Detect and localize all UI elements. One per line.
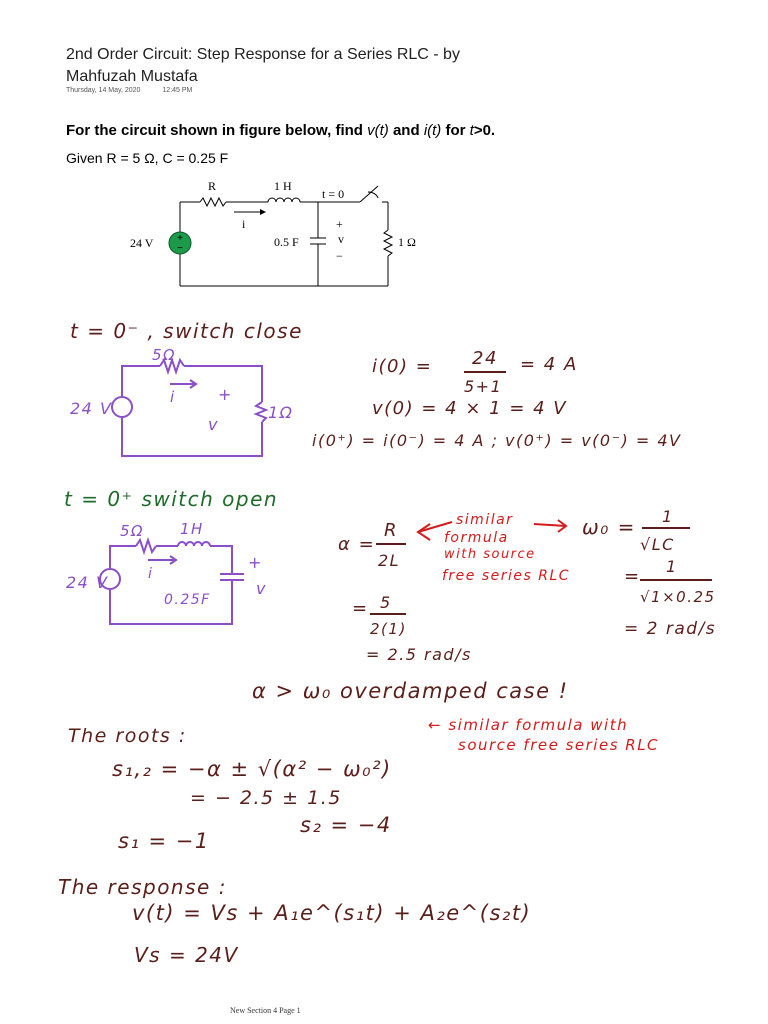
sketch-circuit-1 (112, 360, 266, 456)
s1-src-label: 24 V (70, 399, 113, 418)
w0-result: = 2 rad/s (624, 619, 717, 639)
s1-plus-label: + (218, 385, 233, 404)
v-symbol: v(t) (367, 122, 389, 139)
s1-r-label: 5Ω (152, 346, 177, 364)
cond-tail: >0. (473, 122, 496, 139)
problem-for: for (441, 122, 470, 139)
i-symbol: i(t) (423, 122, 442, 139)
roots-label: The roots : (68, 725, 187, 747)
w0-step-den: √1×0.25 (640, 588, 716, 606)
label-1ohm: 1 Ω (398, 235, 416, 249)
label-L: 1 H (274, 179, 292, 193)
roots-note-1: ← similar formula with (428, 716, 629, 734)
response-label: The response : (58, 875, 227, 899)
alpha-note-2: formula (444, 530, 509, 546)
roots-step: = − 2.5 ± 1.5 (190, 787, 342, 809)
alpha-note-4: free series RLC (442, 568, 571, 584)
time: 12:45 PM (162, 87, 193, 94)
s1-v-label: v (208, 415, 219, 434)
s2-value: s₂ = −4 (300, 813, 392, 837)
eq-i0-num: 24 (472, 348, 498, 369)
alpha-step-num: 5 (380, 593, 392, 612)
s2-src-label: 24 V (66, 573, 109, 592)
s2-r-label: 5Ω (120, 522, 145, 540)
alpha-num: R (384, 520, 399, 541)
title-line-2: Mahfuzah Mustafa (66, 68, 198, 85)
s1-res-label: 1Ω (268, 403, 294, 422)
s2-l-label: 1H (180, 520, 204, 538)
s2-cap-label: 0.25F (164, 592, 211, 608)
title-line-1: 2nd Order Circuit: Step Response for a Series RLC - by (66, 46, 460, 63)
overdamped-text: α > ω₀ overdamped case ! (252, 679, 569, 703)
page-footer: New Section 4 Page 1 (230, 1006, 301, 1015)
svg-text:+: + (177, 233, 183, 244)
problem-and: and (388, 122, 424, 139)
s1-i-label: i (170, 388, 176, 406)
t-cond: t (469, 122, 474, 139)
s2-v-label: v (256, 579, 267, 598)
label-R: R (208, 179, 217, 193)
date: Thursday, 14 May, 2020 (66, 87, 141, 94)
section2-heading: t = 0⁺ switch open (64, 487, 279, 511)
label-v: v (338, 232, 344, 246)
svg-text:−: − (177, 243, 183, 254)
s1-value: s₁ = −1 (118, 829, 210, 853)
svg-text:=: = (352, 598, 369, 619)
eq-i0-den: 5+1 (464, 377, 503, 396)
label-minus: − (336, 249, 343, 263)
alpha-result: = 2.5 rad/s (366, 645, 472, 664)
eq-i0-rhs: = 4 A (520, 354, 578, 375)
alpha-note-3: with source (444, 547, 536, 562)
w0-den: √LC (640, 535, 675, 554)
w0-num: 1 (662, 507, 674, 526)
label-switch: t = 0 (322, 187, 345, 201)
problem-lead: For the circuit shown in figure below, find (66, 122, 368, 139)
roots-note-2: source free series RLC (458, 736, 660, 754)
label-source: 24 V (130, 236, 154, 250)
alpha-lhs: α = (338, 534, 376, 555)
label-i: i (242, 217, 246, 231)
alpha-note-1: similar (456, 512, 514, 528)
roots-formula: s₁,₂ = −α ± √(α² − ω₀²) (112, 757, 392, 781)
vs-eq: Vs = 24V (134, 943, 239, 967)
s2-plus-label: + (248, 553, 263, 572)
alpha-den: 2L (378, 551, 401, 570)
w0-step-num: 1 (666, 557, 678, 576)
svg-text:=: = (624, 566, 641, 587)
eq-continuity: i(0⁺) = i(0⁻) = 4 A ; v(0⁺) = v(0⁻) = 4V (312, 431, 682, 450)
label-plus: + (336, 217, 343, 231)
s2-i-label: i (148, 566, 154, 582)
alpha-step-den: 2(1) (370, 620, 407, 638)
label-cap: 0.5 F (274, 235, 299, 249)
eq-v0: v(0) = 4 × 1 = 4 V (372, 398, 568, 419)
eq-i0-lhs: i(0) = (372, 356, 433, 377)
response-eq: v(t) = Vs + A₁e^(s₁t) + A₂e^(s₂t) (132, 901, 532, 925)
section1-heading: t = 0⁻ , switch close (70, 319, 303, 343)
given-values: Given R = 5 Ω, C = 0.25 F (66, 150, 229, 166)
w0-lhs: ω₀ = (582, 515, 636, 539)
sketch-circuit-2 (100, 540, 244, 624)
